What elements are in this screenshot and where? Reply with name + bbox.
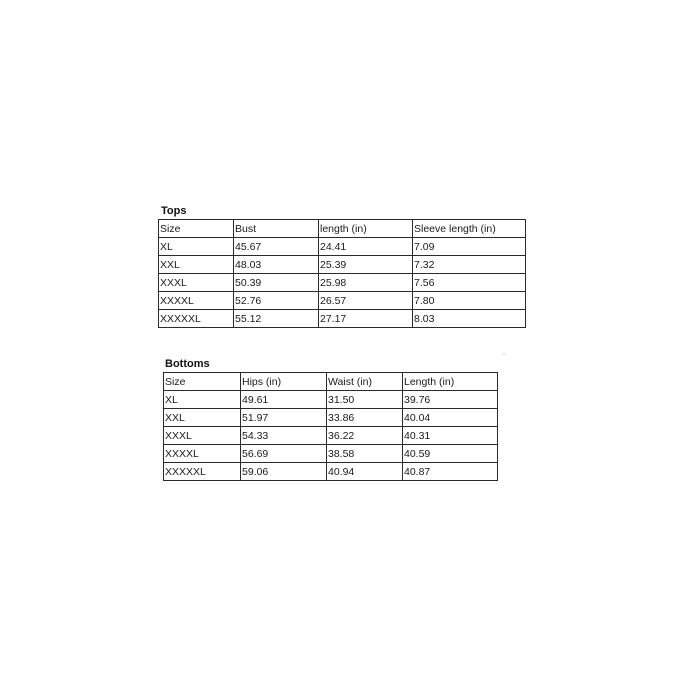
table-row [159, 310, 526, 328]
size-cell: XXXXL [164, 445, 241, 463]
table-row [159, 238, 526, 256]
bust-cell: 48.03 [234, 256, 319, 274]
table-row [164, 427, 498, 445]
waist-cell: 38.58 [327, 445, 403, 463]
header-cell: Hips (in) [241, 373, 327, 391]
size-cell: XXXL [164, 427, 241, 445]
table-row [164, 445, 498, 463]
sleeve-length-cell: 7.32 [413, 256, 526, 274]
waist-cell: 31.50 [327, 391, 403, 409]
length-cell: 25.98 [319, 274, 413, 292]
bottoms-section-title: Bottoms [165, 358, 210, 370]
bust-cell: 45.67 [234, 238, 319, 256]
hips-cell: 59.06 [241, 463, 327, 481]
bust-cell: 55.12 [234, 310, 319, 328]
table-row [159, 292, 526, 310]
header-cell: Sleeve length (in) [413, 220, 526, 238]
length-cell: 40.31 [403, 427, 498, 445]
table-row [164, 463, 498, 481]
length-cell: 40.87 [403, 463, 498, 481]
header-cell: Bust [234, 220, 319, 238]
bust-cell: 52.76 [234, 292, 319, 310]
size-cell: XXXXL [159, 292, 234, 310]
waist-cell: 33.86 [327, 409, 403, 427]
size-cell: XXXL [159, 274, 234, 292]
size-cell: XXL [159, 256, 234, 274]
hips-cell: 51.97 [241, 409, 327, 427]
sleeve-length-cell: 8.03 [413, 310, 526, 328]
length-cell: 39.76 [403, 391, 498, 409]
table-row [164, 391, 498, 409]
length-cell: 40.59 [403, 445, 498, 463]
hips-cell: 56.69 [241, 445, 327, 463]
sleeve-length-cell: 7.09 [413, 238, 526, 256]
length-cell: 26.57 [319, 292, 413, 310]
sleeve-length-cell: 7.56 [413, 274, 526, 292]
hips-cell: 49.61 [241, 391, 327, 409]
stray-mark [503, 354, 505, 355]
table-header-row [159, 220, 526, 238]
bottoms-size-table [163, 372, 498, 481]
size-cell: XXXXXL [164, 463, 241, 481]
hips-cell: 54.33 [241, 427, 327, 445]
length-cell: 24.41 [319, 238, 413, 256]
header-cell: Size [159, 220, 234, 238]
size-cell: XL [164, 391, 241, 409]
table-row [164, 409, 498, 427]
header-cell: length (in) [319, 220, 413, 238]
waist-cell: 36.22 [327, 427, 403, 445]
bust-cell: 50.39 [234, 274, 319, 292]
size-cell: XXXXXL [159, 310, 234, 328]
length-cell: 40.04 [403, 409, 498, 427]
header-cell: Size [164, 373, 241, 391]
table-header-row [164, 373, 498, 391]
header-cell: Waist (in) [327, 373, 403, 391]
length-cell: 27.17 [319, 310, 413, 328]
sleeve-length-cell: 7.80 [413, 292, 526, 310]
size-cell: XXL [164, 409, 241, 427]
size-cell: XL [159, 238, 234, 256]
table-row [159, 274, 526, 292]
tops-section-title: Tops [161, 205, 187, 217]
header-cell: Length (in) [403, 373, 498, 391]
tops-size-table [158, 219, 526, 328]
table-row [159, 256, 526, 274]
length-cell: 25.39 [319, 256, 413, 274]
waist-cell: 40.94 [327, 463, 403, 481]
